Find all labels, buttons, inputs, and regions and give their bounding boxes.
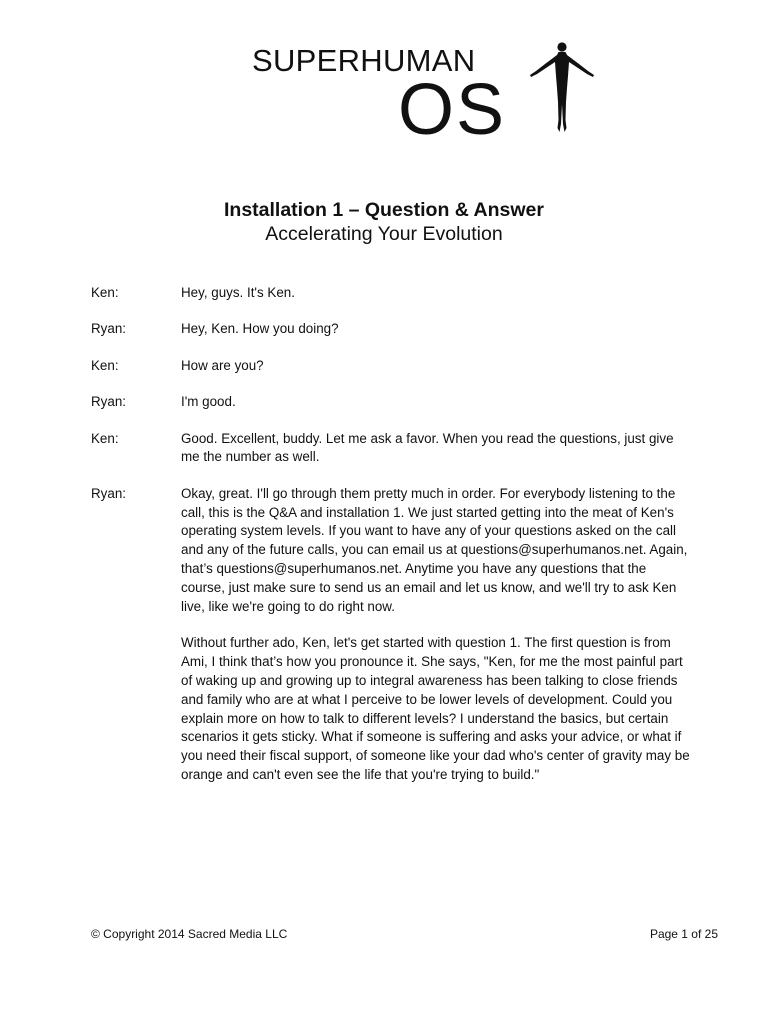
speaker-label: Ryan: (91, 485, 126, 501)
speech-paragraph: Hey, guys. It's Ken. (181, 285, 295, 300)
speech-paragraph: Good. Excellent, buddy. Let me ask a favor. When you read the questions, just give me the number as well. (181, 430, 674, 465)
speech-paragraph: I'm good. (181, 394, 236, 410)
speaker-label: Ken: (91, 357, 119, 373)
transcript-turn (91, 357, 691, 376)
page-footer (91, 926, 718, 942)
copyright-notice: © Copyright 2014 Sacred Media LLC (91, 927, 288, 941)
speaker-label: Ken: (91, 285, 119, 300)
transcript-turn (91, 485, 691, 785)
superhuman-os-logo (252, 40, 602, 150)
speech-paragraph: How are you? (181, 357, 264, 373)
speaker-label: Ken: (91, 430, 119, 446)
speech-text (181, 393, 691, 412)
logo-wordmark-top: SUPERHUMAN (252, 43, 476, 78)
speech-paragraph: Without further ado, Ken, let's get started with question 1. The first question is from Ami, I think that’s how you pronounce it. She says, "Ken, for me the most painful part of waking up and growing up to integral awareness has been talking to close friends and family who are at what I perceive to be lower levels of development. Could you explain more on how to talk to different levels? I understand the basics, but certain scenarios it gets sticky. What if someone is suffering and asks your advice, or what if you need their fiscal support, of someone like your dad who's center of gravity may be orange and can't even see the life that you're trying to build." (181, 635, 690, 782)
transcript-turn (91, 393, 691, 412)
speech-text (181, 357, 691, 376)
speech-paragraph: Okay, great. I'll go through them pretty much in order. For everybody listening to the call, this is the Q&A and installation 1. We just started getting into the meat of Ken's operating system levels. If you want to have any of your questions asked on the call and any of the future calls, you can email us at questions@superhumanos.net. Again, that’s questions@superhumanos.net. Anytime you have any questions that the course, just make sure to send us an email and let us know, and we'll try to ask Ken live, like we're going to do right now. (181, 485, 688, 614)
human-figure-icon (527, 40, 597, 136)
speaker-label: Ryan: (91, 394, 126, 410)
transcript (91, 284, 691, 802)
page-number: Page 1 of 25 (649, 927, 718, 941)
logo-wordmark-os: OS (398, 70, 507, 150)
speech-text (181, 485, 691, 785)
speaker-label: Ryan: (91, 321, 126, 337)
document-subtitle: Accelerating Your Evolution (265, 223, 503, 245)
document-title: Installation 1 – Question & Answer (223, 199, 544, 221)
transcript-turn (91, 284, 691, 303)
speech-text (181, 320, 691, 339)
transcript-turn (91, 320, 691, 339)
speech-text (181, 284, 691, 303)
speech-paragraph: Hey, Ken. How you doing? (181, 321, 339, 337)
transcript-turn (91, 430, 691, 468)
speech-text (181, 430, 691, 468)
